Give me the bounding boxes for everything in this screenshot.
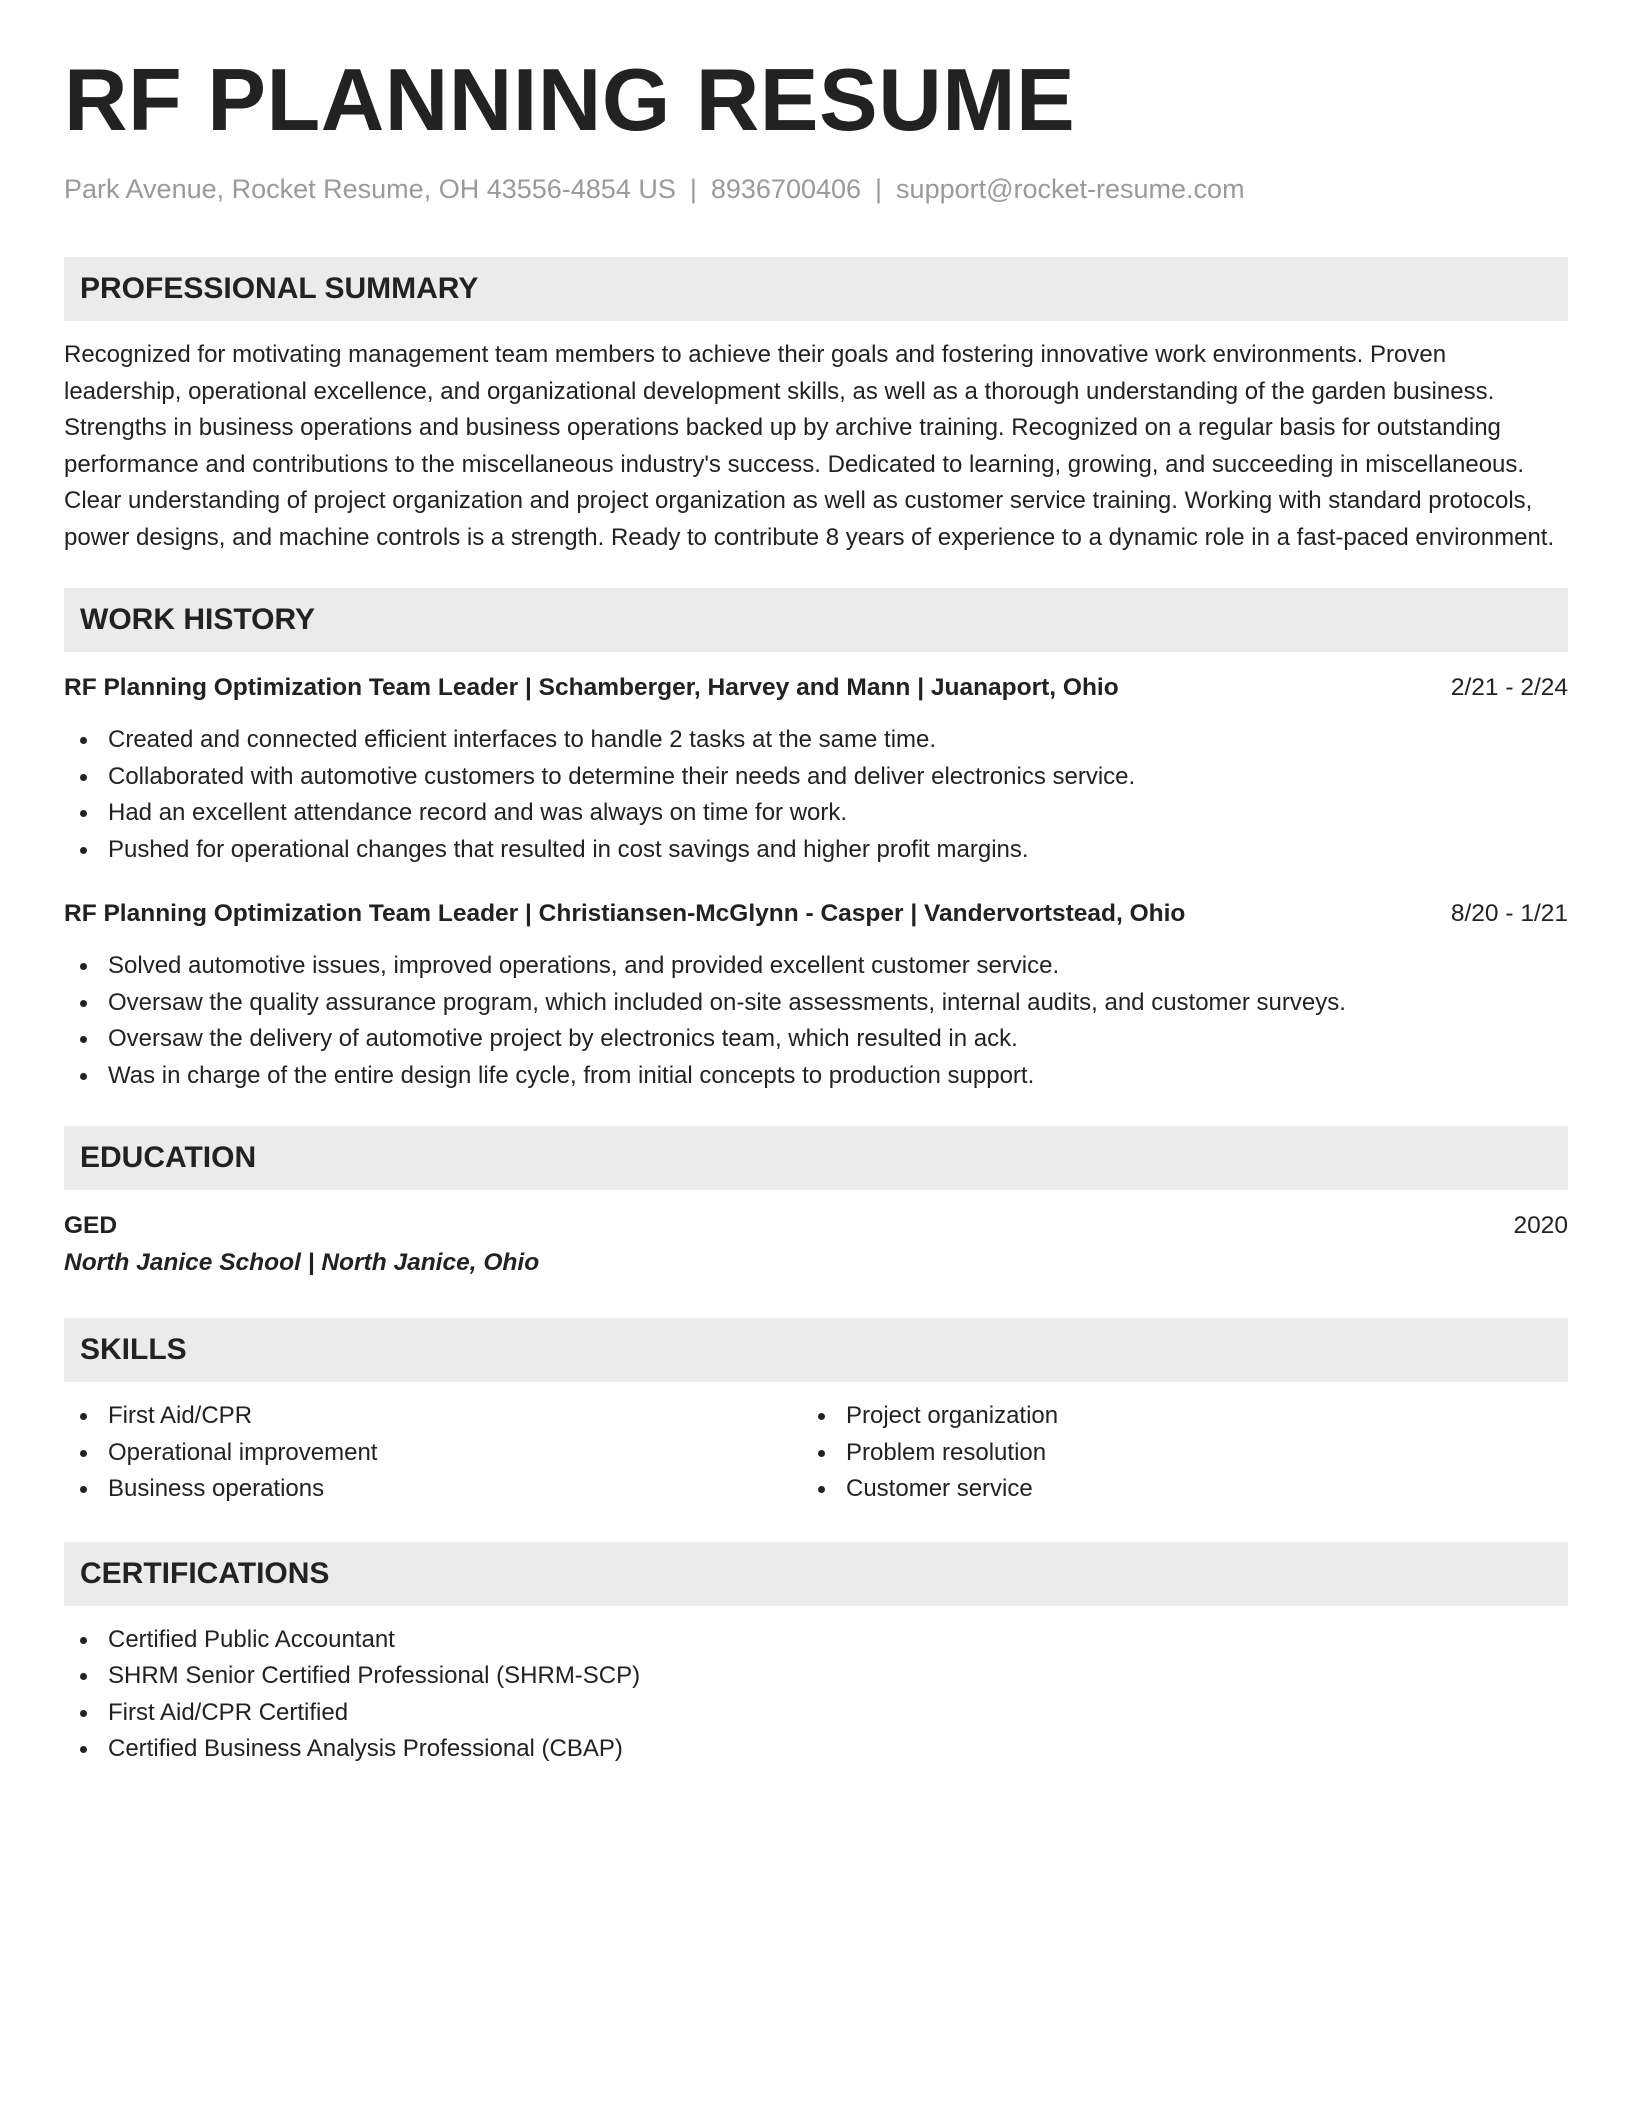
skill-item: Business operations bbox=[64, 1471, 802, 1508]
job-title: RF Planning Optimization Team Leader | Schamberger, Harvey and Mann | Juanaport, Ohio bbox=[64, 674, 1119, 701]
certifications-list bbox=[64, 1622, 1568, 1768]
job-bullet: Created and connected efficient interfaces to handle 2 tasks at the same time. bbox=[64, 722, 1568, 759]
skill-item: First Aid/CPR bbox=[64, 1398, 802, 1435]
certification-item: Certified Public Accountant bbox=[64, 1622, 1568, 1659]
job-bullet: Oversaw the quality assurance program, which included on-site assessments, internal audits, and customer surveys. bbox=[64, 985, 1568, 1022]
skill-item: Project organization bbox=[802, 1398, 1540, 1435]
skill-item: Customer service bbox=[802, 1471, 1540, 1508]
work-history-heading: WORK HISTORY bbox=[64, 588, 1568, 652]
summary-heading: PROFESSIONAL SUMMARY bbox=[64, 257, 1568, 321]
contact-email: support@rocket-resume.com bbox=[896, 174, 1245, 204]
certification-item: Certified Business Analysis Professional (CBAP) bbox=[64, 1731, 1568, 1768]
job-bullets bbox=[64, 722, 1568, 868]
job-bullets bbox=[64, 948, 1568, 1094]
job-bullet: Collaborated with automotive customers to determine their needs and deliver electronics service. bbox=[64, 759, 1568, 796]
contact-separator: | bbox=[689, 174, 697, 204]
contact-separator: | bbox=[875, 174, 883, 204]
job-bullet: Was in charge of the entire design life cycle, from initial concepts to production support. bbox=[64, 1058, 1568, 1095]
resume-name: RF PLANNING RESUME bbox=[64, 50, 1076, 149]
job-bullet: Solved automotive issues, improved operations, and provided excellent customer service. bbox=[64, 948, 1568, 985]
skills-heading: SKILLS bbox=[64, 1318, 1568, 1382]
certification-item: SHRM Senior Certified Professional (SHRM-SCP) bbox=[64, 1658, 1568, 1695]
job-dates: 2/21 - 2/24 bbox=[1450, 674, 1568, 701]
certifications-heading: CERTIFICATIONS bbox=[64, 1542, 1568, 1606]
education-entry bbox=[64, 1208, 1568, 1244]
skills-columns bbox=[64, 1398, 1568, 1508]
skill-item: Operational improvement bbox=[64, 1435, 802, 1472]
job-bullet: Oversaw the delivery of automotive project by electronics team, which resulted in ack. bbox=[64, 1021, 1568, 1058]
education-year: 2020 bbox=[1513, 1212, 1568, 1239]
contact-address: Park Avenue, Rocket Resume, OH 43556-4854 US bbox=[64, 174, 676, 204]
skills-list-right bbox=[802, 1398, 1540, 1508]
summary-text: Recognized for motivating management team members to achieve their goals and fostering innovative work environments. Proven leadership, operational excellence, and organizational development skills, as well as a thorough understanding of the garden business. Strengths in business operations and business operations backed up by archive training. Recognized on a regular basis for outstanding performance and contributions to the miscellaneous industry's success. Dedicated to learning, growing, and succeeding in miscellaneous. Clear understanding of project organization and project organization as well as customer service training. Working with standard protocols, power designs, and machine controls is a strength. Ready to contribute 8 years of experience to a dynamic role in a fast-paced environment. bbox=[64, 341, 1555, 551]
job-header bbox=[64, 896, 1568, 932]
job-bullet: Pushed for operational changes that resulted in cost savings and higher profit margins. bbox=[64, 832, 1568, 869]
job-entry bbox=[64, 670, 1568, 868]
job-bullet: Had an excellent attendance record and was always on time for work. bbox=[64, 795, 1568, 832]
skills-list-left bbox=[64, 1398, 802, 1508]
education-heading: EDUCATION bbox=[64, 1126, 1568, 1190]
education-school: North Janice School | North Janice, Ohio bbox=[64, 1249, 540, 1276]
job-dates: 8/20 - 1/21 bbox=[1450, 900, 1568, 927]
contact-line bbox=[64, 174, 1568, 205]
job-header bbox=[64, 670, 1568, 706]
job-entry bbox=[64, 896, 1568, 1094]
contact-phone: 8936700406 bbox=[710, 174, 862, 204]
certification-item: First Aid/CPR Certified bbox=[64, 1695, 1568, 1732]
skill-item: Problem resolution bbox=[802, 1435, 1540, 1472]
job-title: RF Planning Optimization Team Leader | Christiansen-McGlynn - Casper | Vandervortstead, Ohio bbox=[64, 900, 1186, 927]
education-degree: GED bbox=[64, 1212, 118, 1239]
